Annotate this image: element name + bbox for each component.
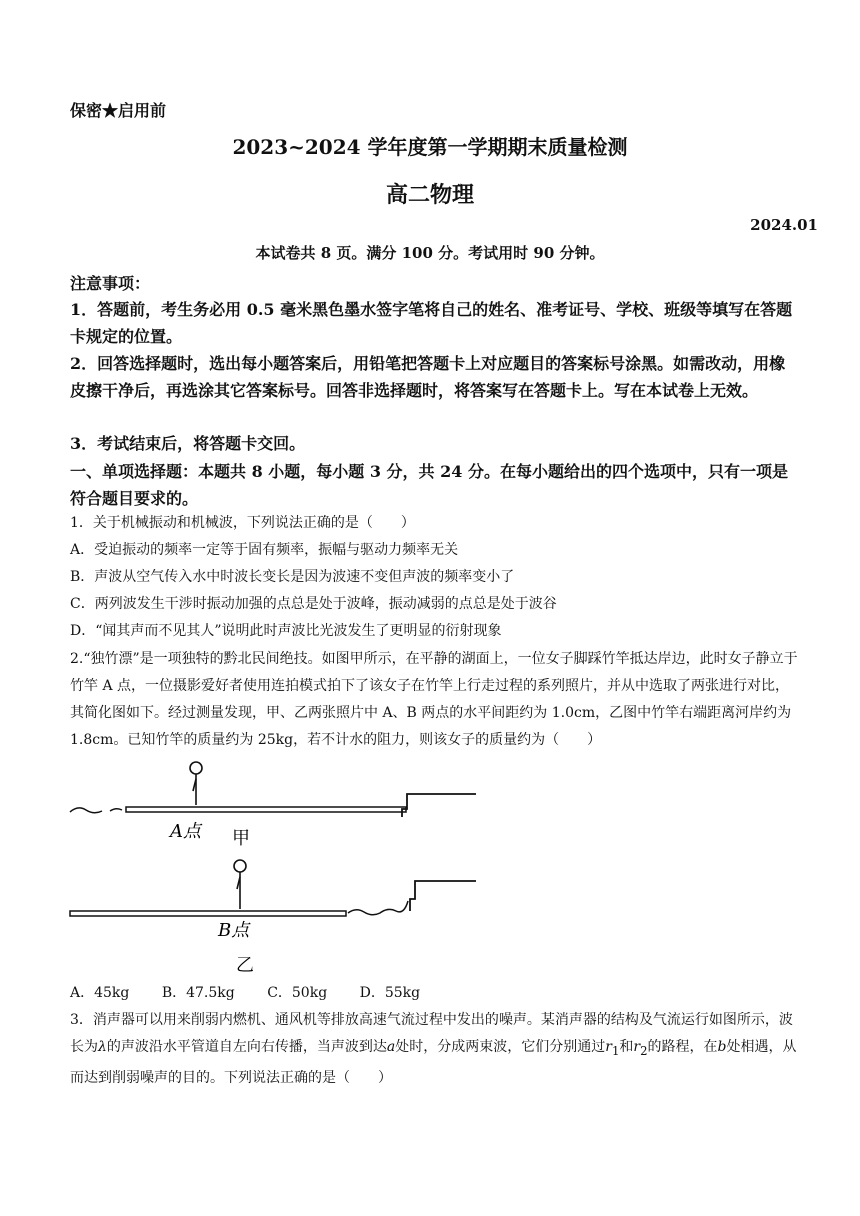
bamboo-raft-figure (66, 755, 486, 980)
figure-caption-a: 甲 (232, 828, 250, 849)
question-3-text: 处相遇，从而达到削弱噪声的目的。下列说法正确的是（ ） (70, 1039, 797, 1086)
question-2-option-d: D．55kg (359, 985, 421, 1001)
r1-subscript: 1 (611, 1043, 620, 1058)
point-a-symbol: a (386, 1039, 396, 1055)
question-2-option-a: A．45kg (70, 985, 130, 1001)
water-wave-b (348, 901, 408, 915)
section-heading: 一、单项选择题：本题共 8 小题，每小题 3 分，共 24 分。在每小题给出的四个选项中，只有一项是符合题目要求的。 (70, 462, 788, 508)
exam-subject: 高二物理 (385, 182, 474, 208)
notice-item: 3．考试结束后，将答题卡交回。 (70, 434, 306, 453)
question-3-text: 3．消声器可以用来削弱内燃机、通风机等排放高速气流过程中发出的噪声。某消声器的结构及气流运行如图所示，波长为 (70, 1012, 793, 1055)
question-2-options (70, 980, 798, 1007)
question-3-text: 和 (619, 1039, 634, 1055)
bamboo-pole-a (126, 807, 406, 812)
question-2-option-c: C．50kg (267, 985, 328, 1001)
exam-date: 2024.01 (750, 216, 818, 234)
notice-item: 2．回答选择题时，选出每小题答案后，用铅笔把答题卡上对应题目的答案标号涂黑。如需改动，用橡皮擦干净后，再选涂其它答案标号。回答非选择题时，将答案写在答题卡上。写在本试卷上无效。 (70, 354, 786, 400)
woman-figure-b (234, 860, 246, 909)
riverbank-b (410, 881, 476, 911)
point-a-label: A点 (170, 821, 201, 842)
figure-caption-b: 乙 (236, 955, 254, 976)
question-2-option-b: B．47.5kg (161, 985, 235, 1001)
confidential-mark: 保密★启用前 (70, 101, 167, 120)
question-1-option-d: D．“闻其声而不见其人”说明此时声波比光波发生了更明显的衍射现象 (70, 623, 502, 639)
question-3-text: 的声波沿水平管道自左向右传播，当声波到达 (106, 1039, 387, 1055)
question-2-stem: 2.“独竹漂”是一项独特的黔北民间绝技。如图甲所示，在平静的湖面上，一位女子脚踩竹竿抵达岸边，此时女子静立于竹竿 A 点，一位摄影爱好者使用连拍模式拍下了该女子在竹竿上行走过程的系列照片，并从中选取了两张进行对比，其简化图如下。经过测量发现，甲、乙两张照片中 A、B 两点的水平间距约为 1.0cm，乙图中竹竿右端距离河岸约为 1.8cm。已知竹竿的质量约为 25kg，若不计水的阻力，则该女子的质量约为（ ） (70, 651, 798, 748)
question-3-text: 的路程，在 (647, 1039, 718, 1055)
r2-symbol: r (633, 1039, 641, 1055)
question-1-option-b: B．声波从空气传入水中时波长变长是因为波速不变但声波的频率变小了 (70, 569, 515, 585)
question-1-option-a: A．受迫振动的频率一定等于固有频率，振幅与驱动力频率无关 (70, 542, 459, 558)
question-3-stem (70, 1007, 798, 1092)
notice-item: 1．答题前，考生务必用 0.5 毫米黑色墨水签字笔将自己的姓名、准考证号、学校、班级等填写在答题卡规定的位置。 (70, 300, 793, 346)
point-b-symbol: b (717, 1039, 727, 1055)
water-wave-a (70, 808, 122, 813)
exam-title: 2023~2024 学年度第一学期期末质量检测 (232, 135, 628, 159)
lambda-symbol: λ (98, 1039, 107, 1055)
notice-heading: 注意事项： (70, 274, 151, 293)
r2-subscript: 2 (640, 1043, 648, 1058)
exam-info: 本试卷共 8 页。满分 100 分。考试用时 90 分钟。 (255, 244, 605, 262)
question-3-text: 处时，分成两束波，它们分别通过 (395, 1039, 606, 1055)
woman-figure-a (190, 762, 202, 805)
riverbank-a (402, 794, 476, 817)
bamboo-pole-b (70, 911, 346, 916)
r1-symbol: r (605, 1039, 612, 1055)
question-1-stem: 1．关于机械振动和机械波，下列说法正确的是（ ） (70, 515, 415, 531)
question-1-option-c: C．两列波发生干涉时振动加强的点总是处于波峰，振动减弱的点总是处于波谷 (70, 596, 557, 612)
point-b-label: B点 (218, 920, 250, 941)
